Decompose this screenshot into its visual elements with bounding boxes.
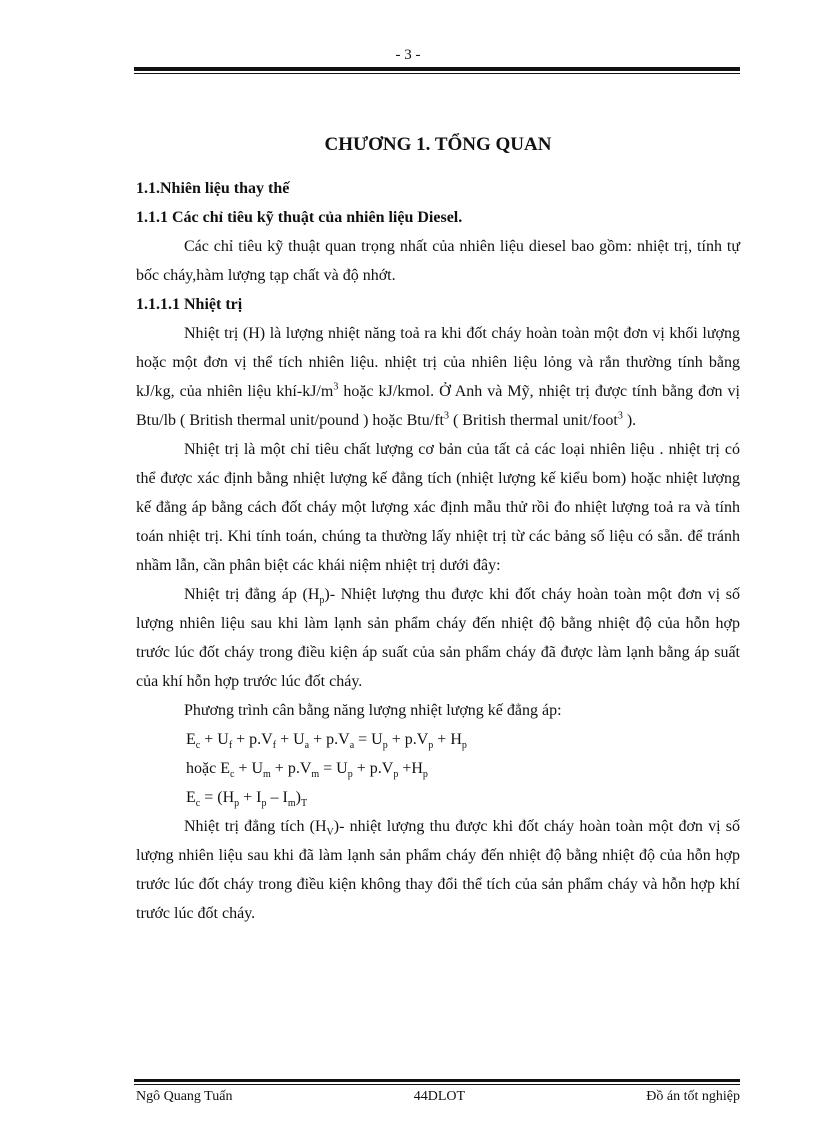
page-number: - 3 - <box>395 47 421 63</box>
eq-term: + U <box>276 731 305 748</box>
eq-term: = (H <box>200 789 235 806</box>
subsubsection-heading: 1.1.1.1 Nhiệt trị <box>136 296 243 313</box>
eq-subscript: p <box>461 740 467 752</box>
paragraph-isochoric <box>136 812 740 928</box>
equation-1 <box>136 725 740 754</box>
eq-term: E <box>186 731 196 748</box>
footer-author: Ngô Quang Tuấn <box>136 1089 233 1104</box>
eq-subscript: p <box>393 769 399 781</box>
eq-term: +H <box>398 760 423 777</box>
text-run: )- Nhiệt lượng thu được khi đốt cháy hoàn toàn một đơn vị số lượng nhiên liệu sau khi làm lạnh sản phẩm cháy đến nhiệt độ bằng nhiệt độ của hỗn hợp trước lúc đốt cháy trong điều kiện áp suất của sản phẩm cháy đã được làm lạnh bằng áp suất của khí hỗn hợp trước lúc đốt cháy. <box>136 586 740 690</box>
eq-subscript: f <box>272 740 277 752</box>
section-heading: 1.1.Nhiên liệu thay thế <box>136 180 290 197</box>
text-run: Nhiệt trị đẳng tích (H <box>184 818 327 835</box>
subscript: p <box>319 595 325 607</box>
eq-term: ) <box>295 789 301 806</box>
footer-rule-thin <box>134 1084 740 1085</box>
text-run: Nhiệt trị (H) là lượng nhiệt năng toả ra khi đốt cháy hoàn toàn một đơn vị khối lượng hoặc một đơn vị thể tích nhiên liệu. nhiệt trị của nhiên liệu lỏng và rắn thường tính bằng kJ/kg, của nhiên liệu khí-kJ/m <box>136 325 740 400</box>
text-run: )- nhiệt lượng thu được khi đốt cháy hoàn toàn một đơn vị số lượng nhiên liệu sau khi đã làm lạnh sản phẩm cháy đến nhiệt độ bằng nhiệt độ của hỗn hợp trước lúc đốt cháy trong điều kiện không thay đổi thể tích của sản phẩm cháy và hỗn hợp khí trước lúc đốt cháy. <box>136 818 740 922</box>
footer-doc-type: Đồ án tốt nghiệp <box>646 1089 740 1104</box>
paragraph-equation-intro: Phương trình cân bằng năng lượng nhiệt lượng kế đẳng áp: <box>184 702 562 719</box>
eq-subscript: p <box>347 769 353 781</box>
eq-subscript: c <box>195 798 201 810</box>
intro-paragraph: Các chỉ tiêu kỹ thuật quan trọng nhất của nhiên liệu diesel bao gồm: nhiệt trị, tính tự bốc cháy,hàm lượng tạp chất và độ nhớt. <box>136 238 740 284</box>
header-rule-thin <box>134 73 740 74</box>
eq-subscript: p <box>422 769 428 781</box>
eq-subscript: m <box>311 769 320 781</box>
header-rule <box>134 67 740 71</box>
eq-term: + p.V <box>270 760 312 777</box>
page-body <box>136 130 740 928</box>
subsection-heading: 1.1.1 Các chỉ tiêu kỹ thuật của nhiên liệu Diesel. <box>136 209 463 226</box>
eq-term: + I <box>239 789 262 806</box>
eq-term: = U <box>319 760 348 777</box>
eq-term: + p.V <box>387 731 429 748</box>
eq-subscript: p <box>382 740 388 752</box>
eq-term: + H <box>433 731 462 748</box>
eq-subscript: m <box>263 769 271 781</box>
eq-term: + p.V <box>309 731 350 748</box>
footer-class: 44DLOT <box>413 1089 466 1104</box>
eq-term: + p.V <box>352 760 394 777</box>
eq-subscript: p <box>428 740 434 752</box>
eq-term: – I <box>266 789 288 806</box>
eq-term: + U <box>234 760 264 777</box>
eq-subscript: p <box>234 798 240 810</box>
equation-3 <box>136 783 740 812</box>
eq-term: + U <box>200 731 229 748</box>
eq-subscript: p <box>261 798 267 810</box>
paragraph-heating-value <box>136 319 740 435</box>
paragraph-isobaric <box>136 580 740 696</box>
equation-2 <box>136 754 740 783</box>
eq-subscript: T <box>300 798 308 810</box>
eq-subscript: c <box>195 740 201 752</box>
text-run: hoặc kJ/kmol. Ở Anh và Mỹ, nhiệt trị được tính bằng đơn vị Btu/lb ( British thermal unit/pound ) hoặc Btu/ft <box>136 383 740 429</box>
paragraph-quality: Nhiệt trị là một chỉ tiêu chất lượng cơ bản của tất cả các loại nhiên liệu . nhiệt trị có thể được xác định bằng nhiệt lượng kế đẳng tích (nhiệt lượng kế kiểu bom) hoặc nhiệt lượng kế đẳng áp bằng cách đốt cháy một lượng xác định mẫu thử rồi đo nhiệt lượng toả ra và tính toán nhiệt trị. Khi tính toán, chúng ta thường lấy nhiệt trị từ các bảng số liệu có sẵn. để tránh nhầm lẫn, cần phân biệt các khái niệm nhiệt trị dưới đây: <box>136 441 740 574</box>
eq-term: = U <box>354 731 383 748</box>
chapter-title: CHƯƠNG 1. TỔNG QUAN <box>324 134 552 155</box>
superscript: 3 <box>333 381 339 393</box>
text-run: Nhiệt trị đẳng áp (H <box>184 586 320 603</box>
subscript: V <box>326 827 334 839</box>
eq-subscript: a <box>304 740 310 752</box>
eq-subscript: m <box>287 798 296 810</box>
eq-term: hoặc E <box>186 760 230 777</box>
superscript: 3 <box>617 410 623 422</box>
footer-rule <box>134 1079 740 1082</box>
eq-term: E <box>186 789 196 806</box>
eq-subscript: a <box>349 740 355 752</box>
eq-subscript: c <box>229 769 235 781</box>
page-footer <box>136 1089 740 1105</box>
eq-subscript: f <box>228 740 233 752</box>
superscript: 3 <box>443 410 449 422</box>
text-run: ( British thermal unit/foot <box>448 412 618 429</box>
eq-term: + p.V <box>232 731 273 748</box>
text-run: ). <box>622 412 637 429</box>
